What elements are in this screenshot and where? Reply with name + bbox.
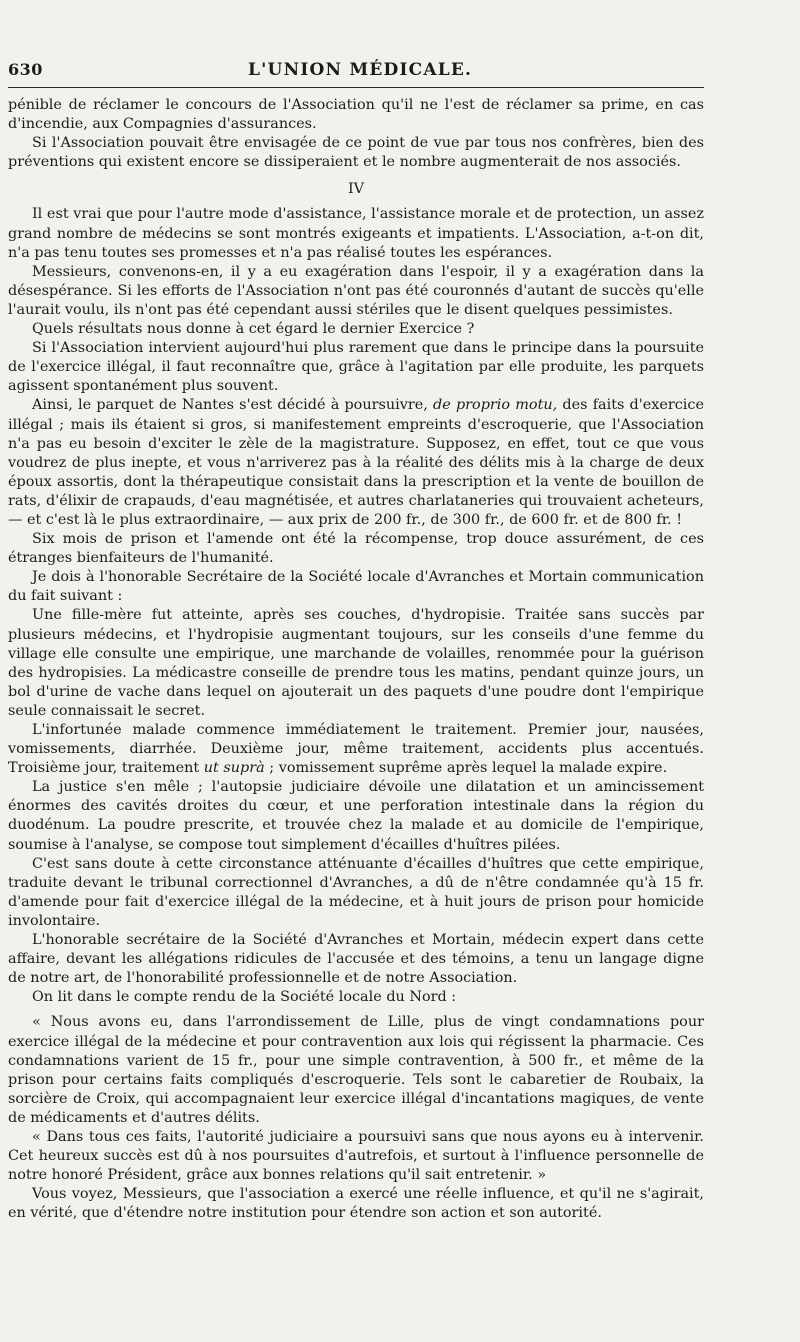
quoted-paragraph: « Nous avons eu, dans l'arrondissement de Lille, plus de vingt condamnations pour exercice illégal de la médecine et pour contravention aux lois qui régissent la pharmacie. Ces condamnations varient de 15 fr., pour une simple contravention, à 500 fr., et même de la prison pour certains faits compliqués d'escroquerie. Tels sont le cabaretier de Roubaix, la sorcière de Croix, qui accompagnaient leur exercice illégal d'incantations magiques, de vente de médicaments et d'autres délits.: [8, 1014, 704, 1126]
section-heading: IV: [347, 181, 365, 198]
paragraph: Il est vrai que pour l'autre mode d'assistance, l'assistance morale et de protection, un assez grand nombre de médecins se sont montrés exigeants et impatients. L'Association, a-t-on dit, n'a pas tenu toutes ses promesses et n'a pas réalisé toutes les espérances.: [8, 206, 704, 261]
text-run: L'infortunée malade commence immédiatement le traitement. Premier jour, nausées, vomissements, diarrhée. Deuxième jour, même traitement, accidents plus accentués. Troisième jour, traitement: [8, 722, 704, 777]
text-run: Ainsi, le parquet de Nantes s'est décidé à poursuivre,: [32, 397, 434, 414]
paragraph: Quels résultats nous donne à cet égard le dernier Exercice ?: [32, 321, 475, 338]
running-header: [8, 60, 704, 86]
paragraph: Vous voyez, Messieurs, que l'association a exercé une réelle influence, et qu'il ne s'agirait, en vérité, que d'étendre notre institution pour étendre son action et son autorité.: [8, 1186, 704, 1222]
text-run: ; vomissement suprême après lequel la malade expire.: [264, 760, 668, 777]
paragraph: Si l'Association pouvait être envisagée de ce point de vue par tous nos confrères, bien des préventions qui existent encore se dissiperaient et le nombre augmenterait de nos associés.: [8, 135, 704, 171]
latin-phrase: de proprio motu,: [433, 397, 558, 414]
paragraph: Je dois à l'honorable Secrétaire de la Société locale d'Avranches et Mortain communication du fait suivant :: [8, 569, 704, 605]
page-number: 630: [8, 60, 43, 79]
text-run: des faits d'exercice illégal ; mais ils étaient si gros, si manifestement empreints d'escroquerie, que l'Association n'a pas eu besoin d'exciter le zèle de la magistrature. Supposez, en effet, tout ce que vous voudrez de plus inepte, et vous n'arriverez pas à la réalité des délits mis à la charge de deux époux assortis, dont la thérapeutique consistait dans la prescription et la vente de bouillon de rats, d'élixir de crapauds, d'eau magnétisée, et autres charlataneries qui trouvaient acheteurs, — et c'est là le plus extraordinaire, — aux prix de 200 fr., de 300 fr., de 600 fr. et de 800 fr. !: [8, 397, 704, 528]
article-body: [8, 96, 704, 1223]
paragraph: Une fille-mère fut atteinte, après ses couches, d'hydropisie. Traitée sans succès par plusieurs médecins, et l'hydropisie augmentant toujours, sur les conseils d'une femme du village elle consulte une empirique, une marchande de volailles, renommée pour la guérison des hydropisies. La médicastre conseille de prendre tous les matins, pendant quinze jours, un bol d'urine de vache dans lequel on ajouterait un des paquets d'une poudre dont l'empirique seule connaissait le secret.: [8, 607, 704, 719]
latin-phrase: ut suprà: [203, 760, 265, 777]
paragraph: C'est sans doute à cette circonstance atténuante d'écailles d'huîtres que cette empirique, traduite devant le tribunal correctionnel d'Avranches, a dû de n'être condamnée qu'à 15 fr. d'amende pour fait d'exercice illégal de la médecine, et à huit jours de prison pour homicide involontaire.: [8, 855, 704, 929]
journal-title: L'UNION MÉDICALE.: [248, 60, 473, 80]
paragraph: pénible de réclamer le concours de l'Association qu'il ne l'est de réclamer sa prime, en cas d'incendie, aux Compagnies d'assurances.: [8, 97, 704, 133]
header-rule: [8, 87, 704, 88]
paragraph: La justice s'en mêle ; l'autopsie judiciaire dévoile une dilatation et un amincissement énormes des cavités droites du cœur, et une perforation intestinale dans la région du duodénum. La poudre prescrite, et trouvée chez la malade et au domicile de l'empirique, soumise à l'analyse, se compose tout simplement d'écailles d'huîtres pilées.: [8, 779, 704, 853]
paragraph: Messieurs, convenons-en, il y a eu exagération dans l'espoir, il y a exagération dans la désespérance. Si les efforts de l'Association n'ont pas été couronnés d'autant de succès qu'elle l'aurait voulu, ils n'ont pas été cependant aussi stériles que le disent quelques pessimistes.: [8, 263, 704, 318]
paragraph: On lit dans le compte rendu de la Société locale du Nord :: [32, 989, 457, 1006]
paragraph: Si l'Association intervient aujourd'hui plus rarement que dans le principe dans la poursuite de l'exercice illégal, il faut reconnaître que, grâce à l'agitation par elle produite, les parquets agissent spontanément plus souvent.: [8, 340, 704, 395]
paragraph: Six mois de prison et l'amende ont été la récompense, trop douce assurément, de ces étranges bienfaiteurs de l'humanité.: [8, 531, 704, 567]
quoted-paragraph: « Dans tous ces faits, l'autorité judiciaire a poursuivi sans que nous ayons eu à intervenir. Cet heureux succès est dû à nos poursuites d'autrefois, et surtout à l'influence personnelle de notre honoré Président, grâce aux bonnes relations qu'il sait entretenir. »: [8, 1128, 704, 1184]
paragraph: [8, 721, 704, 778]
paragraph: L'honorable secrétaire de la Société d'Avranches et Mortain, médecin expert dans cette affaire, devant les allégations ridicules de l'accusée et des témoins, a tenu un langage digne de notre art, de l'honorabilité professionnelle et de notre Association.: [8, 932, 704, 987]
paragraph: [8, 396, 704, 530]
